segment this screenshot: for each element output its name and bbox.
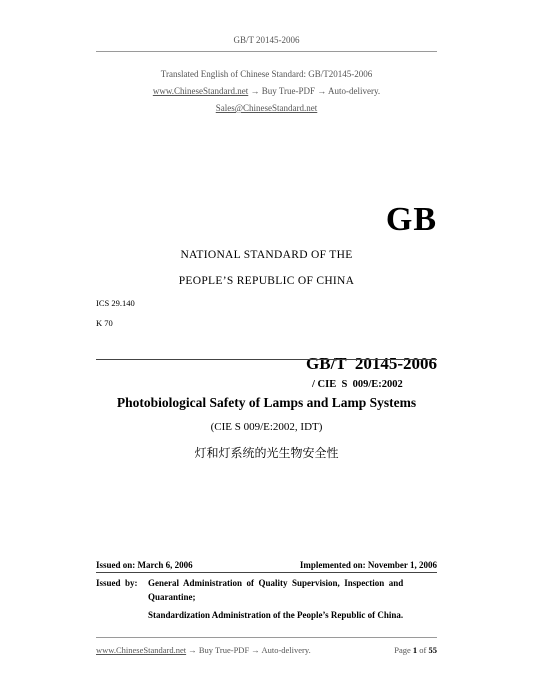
buy-text: → Buy True-PDF → Auto-delivery. [250,86,381,96]
k-code: K 70 [96,318,113,328]
footer-site-link[interactable]: www.ChineseStandard.net [96,645,187,655]
email-line [0,103,533,113]
gb-logo: GB [385,201,437,238]
page-number: 1 [412,645,418,655]
email-link[interactable]: Sales@ChineseStandard.net [215,103,318,113]
header-rule [96,51,437,52]
standard-number-main: GB/T 20145-2006 [306,354,437,373]
idt-note: (CIE S 009/E:2002, IDT) [210,421,323,433]
header-doc-code: GB/T 20145-2006 [233,35,300,45]
issued-date: Issued on: March 6, 2006 [96,560,193,570]
dates-rule [96,572,437,573]
issued-by-line3: Standardization Administration of the People’s Republic of China. [148,610,404,620]
translated-line: Translated English of Chinese Standard: GB/T20145-2006 [160,69,373,79]
of-label: of [419,645,427,655]
title-rule [96,359,437,360]
ics-code: ICS 29.140 [96,298,135,308]
issued-by-line1: General Administration of Quality Supervision, Inspection and [148,578,404,588]
standard-number-alt: / CIE S 009/E:2002 [312,379,403,390]
site-link[interactable]: www.ChineseStandard.net [152,86,249,96]
issued-by-line2: Quarantine; [148,592,196,602]
header-link-line [0,86,533,96]
page-indicator [394,645,437,655]
footer-buy-text: → Buy True-PDF → Auto-delivery. [188,645,311,655]
chinese-title: 灯和灯系统的光生物安全性 [194,446,339,460]
issued-by-label: Issued by: [96,578,138,588]
national-title-line2: PEOPLE’S REPUBLIC OF CHINA [178,275,355,287]
standard-number [298,336,437,392]
footer-rule [96,637,437,638]
national-title-line1: NATIONAL STANDARD OF THE [180,249,353,261]
document-title: Photobiological Safety of Lamps and Lamp Systems [116,395,417,410]
implemented-date: Implemented on: November 1, 2006 [299,560,437,570]
footer-link-line [96,645,311,655]
page-label: Page [394,645,411,655]
page-total: 55 [428,645,437,655]
